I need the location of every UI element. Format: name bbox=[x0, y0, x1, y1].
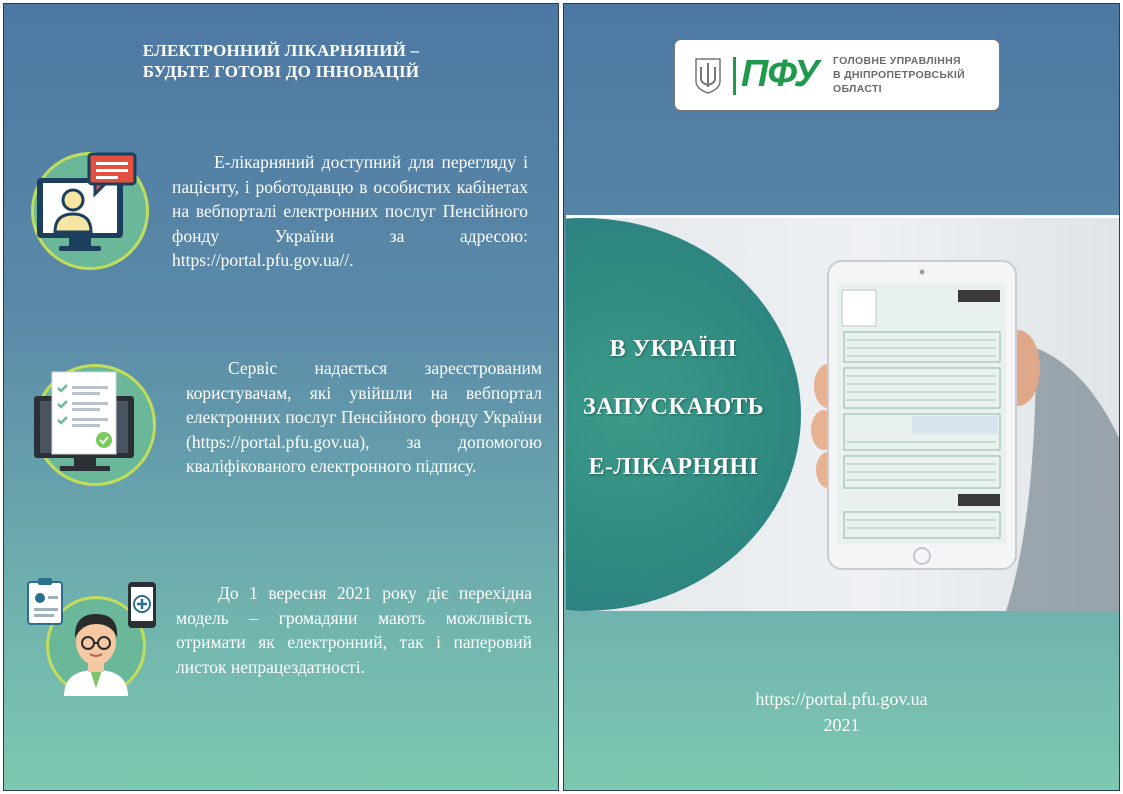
logo-name-line-3: ОБЛАСТІ bbox=[833, 83, 882, 95]
right-panel bbox=[563, 3, 1120, 791]
video-call-monitor-icon bbox=[31, 152, 149, 270]
trident-emblem-icon bbox=[693, 57, 723, 95]
footer-year: 2021 bbox=[823, 715, 860, 735]
logo-abbr: ПФУ bbox=[741, 53, 819, 95]
left-panel bbox=[3, 3, 559, 791]
item-2-text: Сервіс надається зареєстрованим користувачам, які увійшли на вебпортал електронних послуг Пенсійного фонду України (https://portal.pfu.gov.ua), за допомогою кваліфікованого електронного підпису. bbox=[186, 358, 542, 476]
headline bbox=[566, 218, 806, 611]
logo-name-line-2: В ДНІПРОПЕТРОВСЬКІЙ bbox=[833, 69, 965, 81]
item-1-text: Е-лікарняний доступний для перегляду і пацієнту, і роботодавцю в особистих кабінетах на вебпорталі електронних послуг Пенсійного фонду України за адресою: https://portal.pfu.gov.ua//. bbox=[172, 152, 528, 270]
pfu-logo bbox=[674, 39, 1000, 111]
logo-divider bbox=[733, 57, 736, 95]
footer-url: https://portal.pfu.gov.ua bbox=[755, 689, 928, 709]
left-title bbox=[4, 40, 558, 82]
headline-line-1: В УКРАЇНІ bbox=[609, 336, 738, 362]
item-3-text: До 1 вересня 2021 року діє перехідна модель – громадяни мають можливість отримати як електронний, так і паперовий листок непрацездатності. bbox=[176, 583, 532, 677]
footer bbox=[564, 686, 1119, 738]
headline-line-3: Е-ЛІКАРНЯНІ bbox=[588, 454, 759, 480]
logo-name bbox=[833, 54, 965, 96]
logo-name-line-1: ГОЛОВНЕ УПРАВЛІННЯ bbox=[833, 55, 961, 67]
doctor-icon bbox=[46, 596, 146, 696]
tablet-photo bbox=[566, 215, 1119, 611]
title-line-1: ЕЛЕКТРОННИЙ ЛІКАРНЯНИЙ – bbox=[142, 41, 420, 60]
title-line-2: БУДЬТЕ ГОТОВІ ДО ІННОВАЦІЙ bbox=[142, 62, 420, 81]
checklist-monitor-icon bbox=[34, 364, 156, 486]
headline-line-2: ЗАПУСКАЮТЬ bbox=[582, 394, 765, 420]
